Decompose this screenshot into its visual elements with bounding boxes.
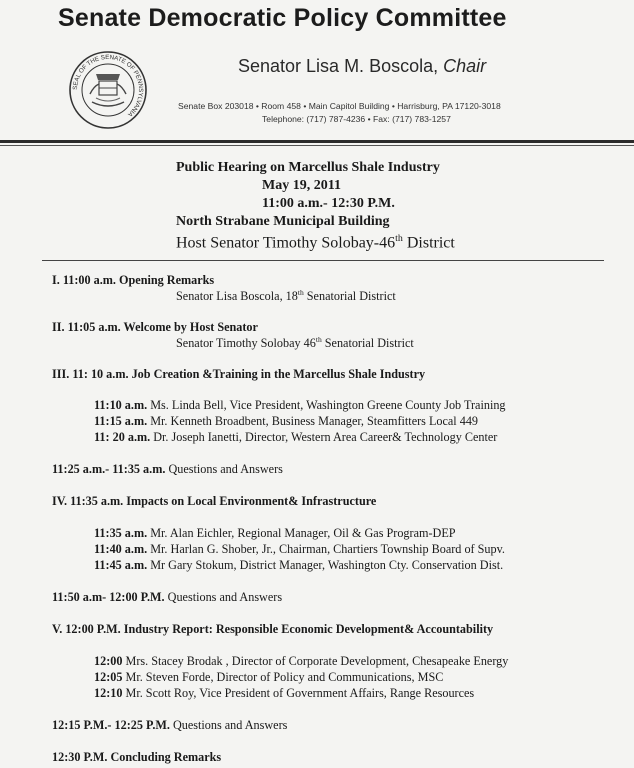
agenda-heading-3: III. 11: 10 a.m. Job Creation &Training in the Marcellus Shale Industry	[52, 367, 426, 381]
agenda-heading-4: IV. 11:35 a.m. Impacts on Local Environment& Infrastructure	[52, 494, 377, 508]
svg-text:SEAL OF THE SENATE OF PENNSYLV: SEAL OF THE SENATE OF PENNSYLVANIA	[71, 53, 145, 118]
agenda-item: 11:40 a.m. Mr. Harlan G. Shober, Jr., Chairman, Chartiers Township Board of Supv.	[94, 542, 505, 556]
hearing-time: 11:00 a.m.- 12:30 P.M.	[262, 196, 395, 211]
agenda-detail-2: Senator Timothy Solobay 46th Senatorial District	[176, 335, 414, 351]
concluding-remarks: 12:30 P.M. Concluding Remarks	[52, 750, 222, 764]
agenda-item: 12:05 Mr. Steven Forde, Director of Policy and Communications, MSC	[94, 670, 444, 684]
header-rule	[0, 140, 634, 143]
committee-title: Senate Democratic Policy Committee	[58, 4, 507, 32]
questions-answers-1: 11:25 a.m.- 11:35 a.m. Questions and Answers	[52, 462, 283, 476]
agenda-heading-2: II. 11:05 a.m. Welcome by Host Senator	[52, 320, 258, 334]
agenda-item: 11:15 a.m. Mr. Kenneth Broadbent, Business Manager, Steamfitters Local 449	[94, 414, 479, 428]
agenda-item: 11:35 a.m. Mr. Alan Eichler, Regional Manager, Oil & Gas Program-DEP	[94, 526, 456, 540]
senate-seal-icon	[68, 50, 148, 130]
questions-answers-3: 12:15 P.M.- 12:25 P.M. Questions and Answers	[52, 718, 288, 732]
address-block	[178, 100, 578, 126]
agenda-heading-1: I. 11:00 a.m. Opening Remarks	[52, 273, 215, 287]
chair-line	[238, 56, 486, 77]
questions-answers-2: 11:50 a.m- 12:00 P.M. Questions and Answers	[52, 590, 283, 604]
agenda-item: 11:10 a.m. Ms. Linda Bell, Vice President, Washington Greene County Job Training	[94, 398, 506, 412]
host-senator: Host Senator Timothy Solobay-46th District	[176, 233, 455, 252]
chair-role: Chair	[443, 56, 487, 76]
agenda-item: 12:00 Mrs. Stacey Brodak , Director of Corporate Development, Chesapeake Energy	[94, 654, 509, 668]
agenda-heading-5: V. 12:00 P.M. Industry Report: Responsible Economic Development& Accountability	[52, 622, 494, 636]
chair-name: Senator Lisa M. Boscola,	[238, 56, 439, 76]
contact-line: Telephone: (717) 787-4236 • Fax: (717) 783-1257	[262, 114, 451, 124]
agenda-item: 12:10 Mr. Scott Roy, Vice President of Government Affairs, Range Resources	[94, 686, 475, 700]
header-rule-thin	[0, 145, 634, 146]
hearing-location: North Strabane Municipal Building	[176, 214, 390, 229]
address-line: Senate Box 203018 • Room 458 • Main Capitol Building • Harrisburg, PA 17120-3018	[178, 101, 501, 111]
hearing-title: Public Hearing on Marcellus Shale Industry	[176, 160, 440, 175]
agenda-detail-1: Senator Lisa Boscola, 18th Senatorial District	[176, 288, 396, 304]
agenda-item: 11: 20 a.m. Dr. Joseph Ianetti, Director, Western Area Career& Technology Center	[94, 430, 498, 444]
hearing-date: May 19, 2011	[262, 178, 341, 193]
section-rule	[42, 260, 604, 261]
agenda-item: 11:45 a.m. Mr Gary Stokum, District Manager, Washington Cty. Conservation Dist.	[94, 558, 504, 572]
